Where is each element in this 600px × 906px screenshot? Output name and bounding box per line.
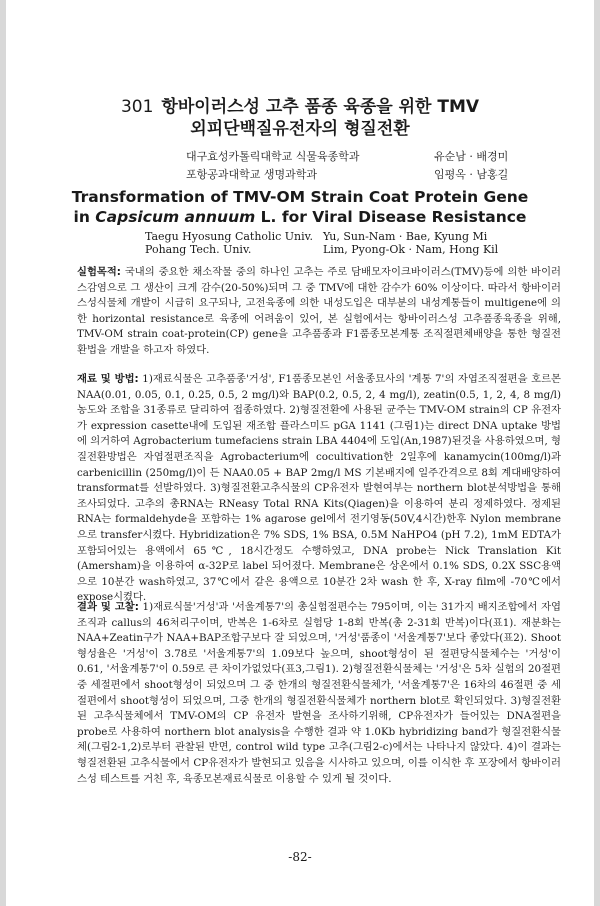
korean-authors-2: 임평옥 · 남홍길 [434, 168, 509, 181]
english-institution-2: Pohang Tech. Univ. [145, 243, 252, 256]
methods-heading: 재료 및 방법: [77, 373, 139, 385]
korean-institution-2: 포항공과대학교 생명과학과 [186, 168, 318, 181]
results-text: 1)재료식물'거성'과 '서울계통7'의 총실험절편수는 795이며, 이는 31가지 배지조합에서 자엽조직과 callus의 46처리구이며, 반복은 1-6차로 실험당 1-8회 반복(총 2-31회 반복)이다(표1). 재분화는 NAA+Zeatin구가 NAA+BAP조합구보다 잘 되었으며, '거성'품종이 '서울계통7'보다 좋았다(표2). Shoot형성율은 '거성'이 3.78로 '서울계통7'의 1.09보다 높으며, shoot형성이 된 절편당식물체수는 '거성'이 0.61, '서울계통7'이 0.59로 큰 차이가없었다(표3,그림1). 2)형질전환식물체는 '거성'은 5차 실험의 20절편 중 세절편에서 shoot형성이 되었으며 그 중 한개의 형질전환식물체가, '서울계통7'은 16차의 46절편 중 세절편에서 shoot형성이 되었으며, 그중 한개의 형질전환식물체가 northern blot로 확인되었다. 3)형질전환된 고추식물체에서 TMV-OM의 CP 유전자 발현을 조사하기위해, CP유전자가 들어있는 DNA절편을 probe로 사용하여 northern blot analysis을 수행한 결과 약 1.0Kb hybridizing band가 형질전환식물체(그림2-1,2)로부터 관찰된 반면, control wild type 고추(그림2-c)에서는 나타나지 않았다. 4)이 결과는 형질전환된 고추식물에서 CP유전자가 발현되고 있음을 시사하고 있으며, 이를 이식한 후 포장에서 항바이러스성 테스트를 거친 후, 육종모본재료식물로 이용할 수 있게 될 것이다. [77, 601, 561, 785]
korean-title-line2: 외피단백질유전자의 형질전환 [190, 119, 410, 139]
english-affiliation-2 [145, 243, 498, 256]
english-authors-2: Lim, Pyong-Ok · Nam, Hong Kil [323, 243, 499, 256]
english-title-post: L. for Viral Disease Resistance [255, 208, 527, 226]
methods-text: 1)재료식물은 고추품종'거성', F1품종모본인 서울종묘사의 '계통 7'의 자엽조직절편을 호르몬 NAA(0.01, 0.05, 0.1, 0.25, 0.5, 2 mg/l)와 BAP(0.2, 0.5, 2, 4 mg/l), zeatin(0.5, 1, 2, 4, 8 mg/l) 농도와 조합을 31종류로 달리하여 접종하였다. 2)형질전환에 사용된 균주는 TMV-OM strain의 CP 유전자가 expression casette내에 도입된 재조합 플라스미드 pGA 1141 (그림1)는 direct DNA uptake 방법에 의거하여 Agrobacterium tumefaciens strain LBA 4404에 도입(An,1987)된것을 사용하였으며, 형질전환방법은 자엽절편조직을 Agrobacterium에 cocultivation한 2일후에 kanamycin(100mg/l)과 carbenicillin (250mg/l)이 든 NAA0.05 + BAP 2mg/l MS 기본배지에 일주간격으로 8회 계대배양하여 transformat를 선발하였다. 3)형질전환고추식물의 CP유전자 발현여부는 northern blot분석방법을 통해 조사되었다. 고추의 총RNA는 RNeasy Total RNA Kits(Qiagen)을 이용하여 분리 정제하였다. 정제된 RNA는 formaldehyde을 포함하는 1% agarose gel에서 전기영동(50V,4시간)한후 Nylon membrane으로 transfer시켰다. Hybridization은 7% SDS, 1% BSA, 0.5M NaHPO4 (pH 7.2), 1mM EDTA가 포함되어있는 용액에서 65℃, 18시간정도 수행하였고, DNA probe는 Nick Translation Kit (Amersham)을 이용하여 α-32P로 label 되어졌다. Membrane은 상온에서 0.1% SDS, 0.2X SSC용액으로 10분간 wash하였고, 37℃에서 같은 용액으로 10분간 2차 wash 한 후, X-ray film에 -70℃에서 expose시켰다. [77, 373, 561, 604]
english-institution-1: Taegu Hyosung Catholic Univ. [145, 230, 314, 243]
korean-authors-1: 유순남 · 배경미 [434, 150, 509, 163]
species-name: Capsicum annuum [95, 208, 256, 226]
english-title-line1: Transformation of TMV-OM Strain Coat Protein Gene [71, 188, 529, 206]
english-title-line2 [0, 208, 600, 226]
korean-title-text1: 항바이러스성 고추 품종 육종을 위한 TMV [161, 97, 480, 117]
korean-institution-1: 대구효성카톨릭대학교 식물육종학과 [186, 150, 360, 163]
korean-affiliation-2 [186, 166, 508, 183]
article-number: 301 [120, 97, 154, 117]
methods-paragraph [77, 372, 561, 606]
korean-affiliation-1 [186, 148, 508, 165]
results-paragraph [77, 600, 561, 787]
results-heading: 결과 및 고찰: [77, 601, 139, 613]
purpose-text: 국내의 중요한 채소작물 중의 하나인 고추는 주로 담배모자이크바이러스(TMV)등에 의한 바이러스감염으로 그 생산이 크게 감수(20-50%)되며 그 중 TMV에 대한 감수가 60% 이상이다. 따라서 항바이러스성식물체 개발이 시급히 요구되나, 고전육종에 의한 내성도입은 대부분의 내성계통들이 multigene에 의한 horizontal resistance로 육종에 어려움이 있어, 본 실험에서는 항바이러스성 고추품종육종을 위해, TMV-OM strain coat-protein(CP) gene을 고추품종과 F1품종모본계통 조직절편체배양을 통한 형질전환법을 개발을 하고자 하였다. [77, 266, 561, 356]
english-authors-1: Yu, Sun-Nam · Bae, Kyung Mi [323, 230, 488, 243]
purpose-paragraph [77, 265, 561, 359]
page-number: -82- [288, 850, 312, 864]
english-affiliation-1 [145, 230, 487, 243]
purpose-heading: 실험목적: [77, 266, 121, 278]
english-title-pre: in [73, 208, 96, 226]
